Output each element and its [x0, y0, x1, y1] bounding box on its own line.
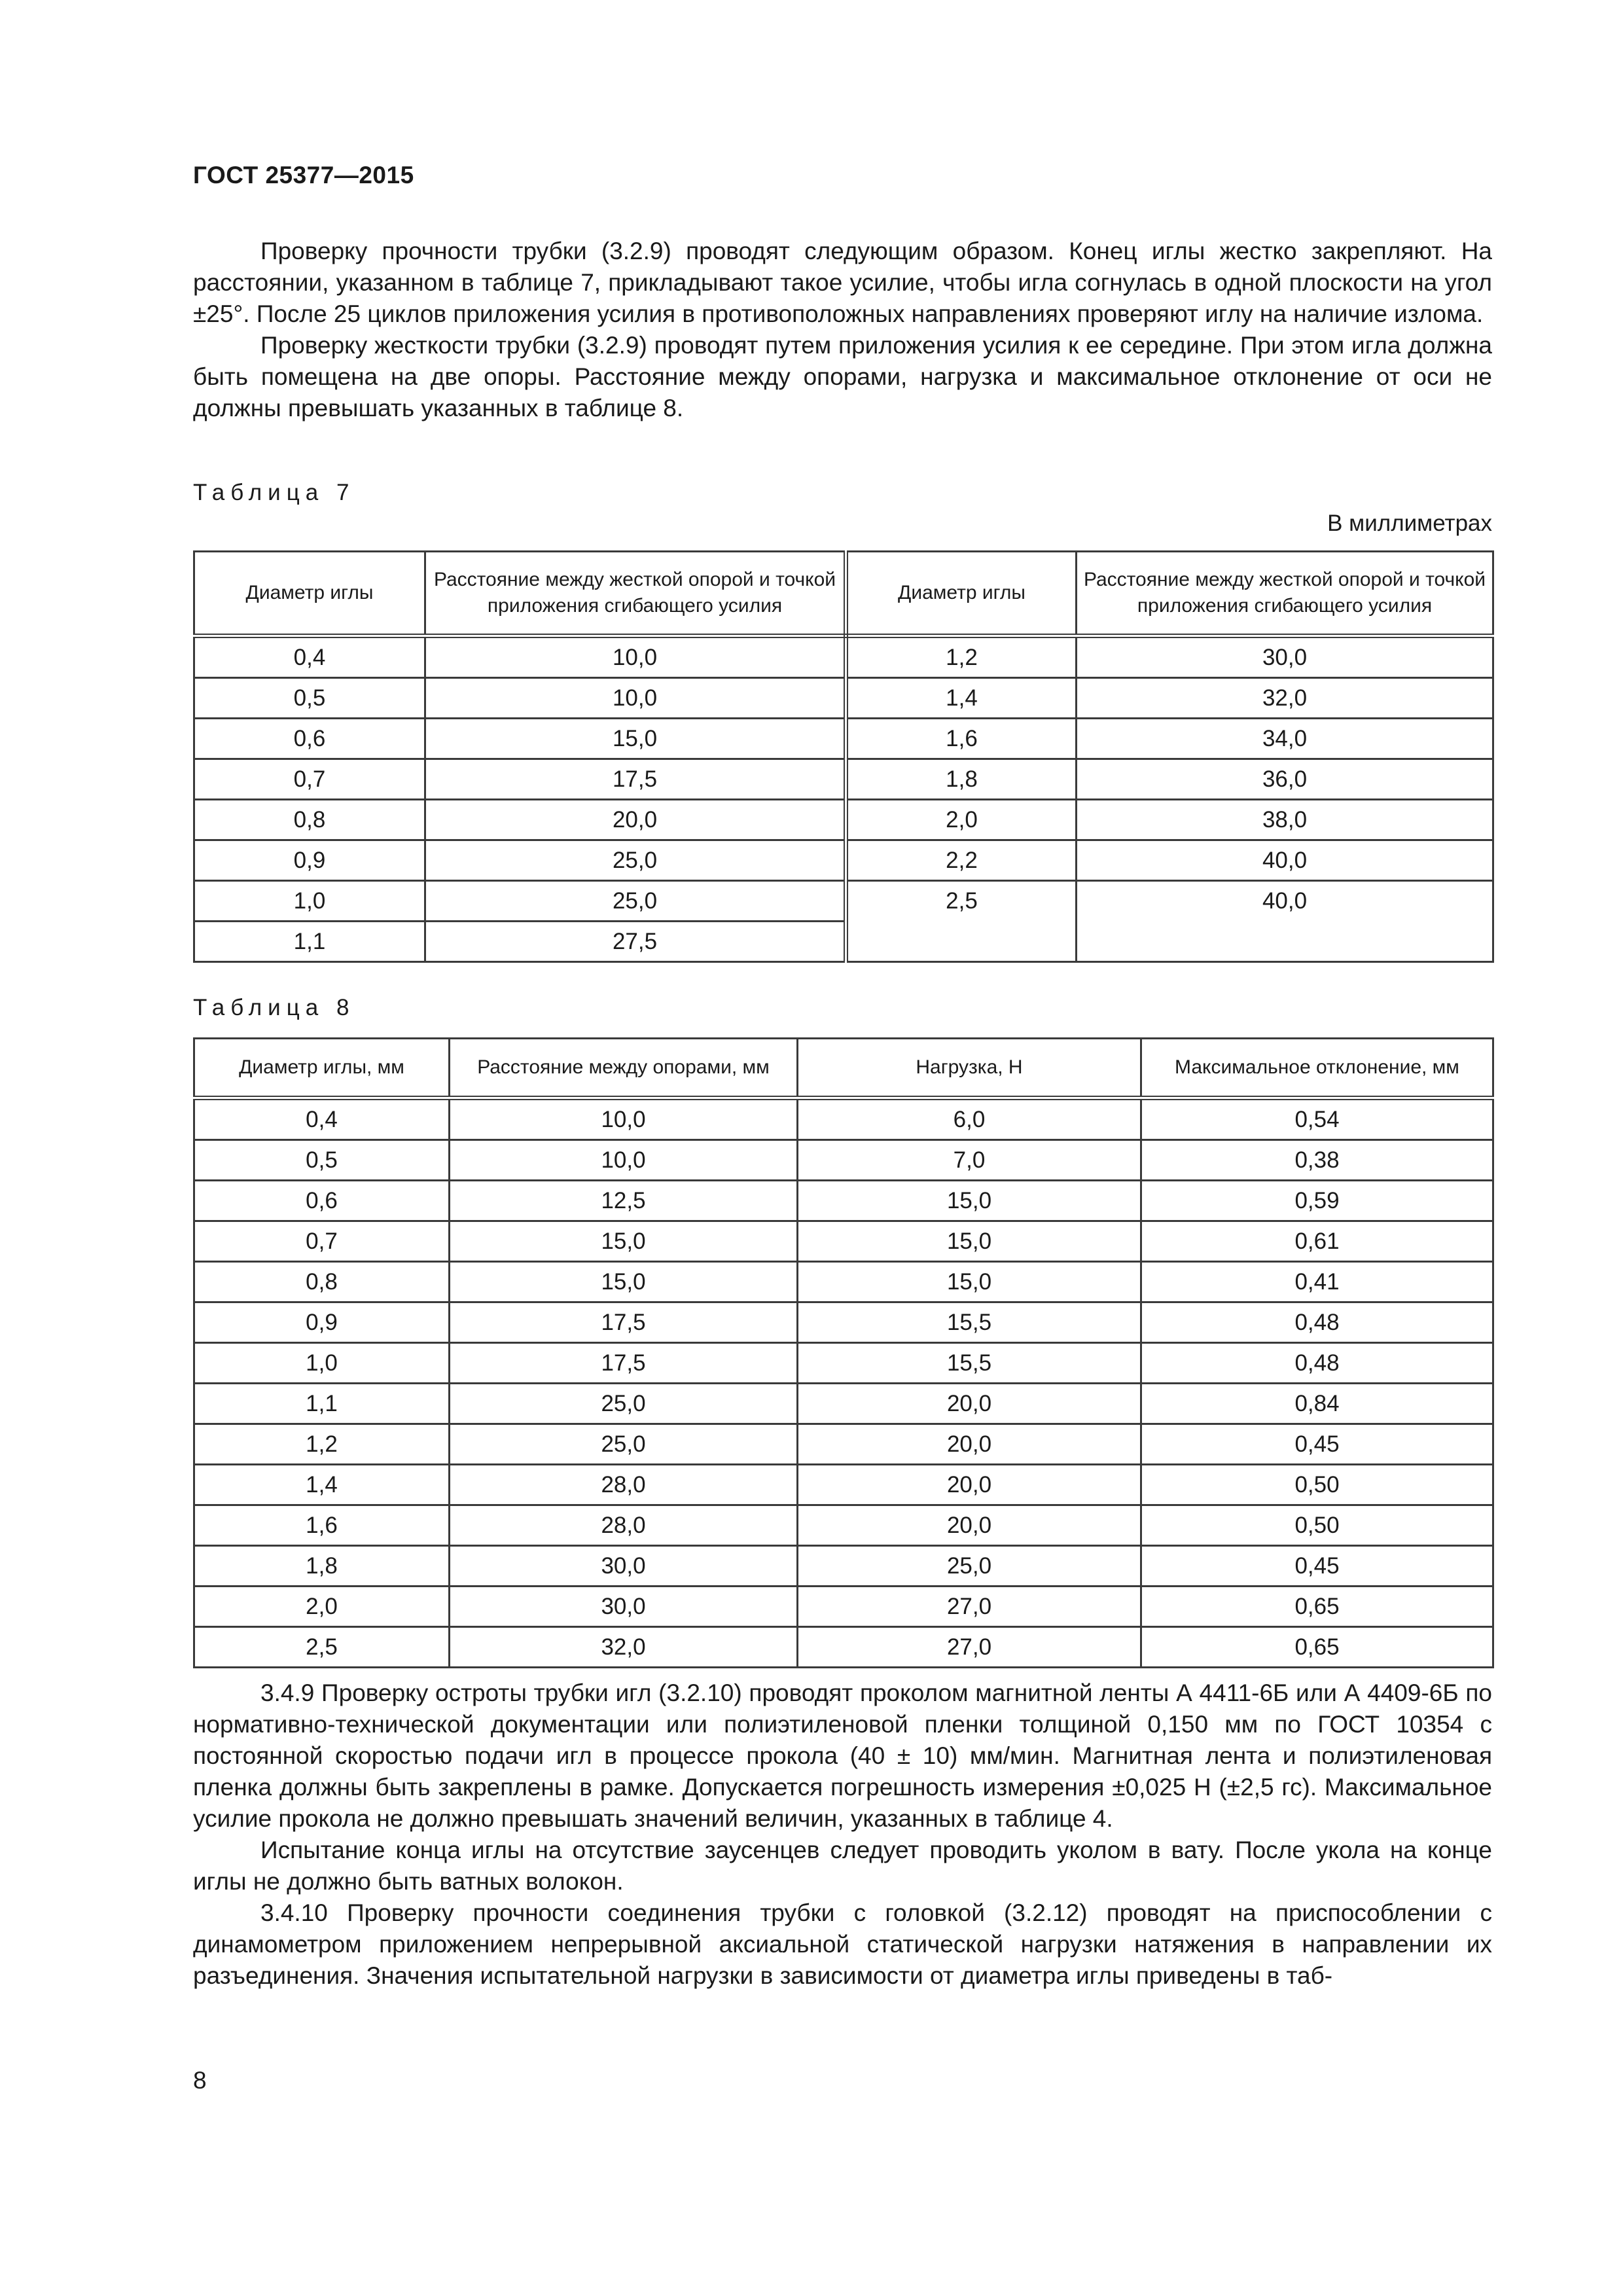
intro-paragraph-1: Проверку прочности трубки (3.2.9) проводят следующим образом. Конец иглы жестко закрепляют. На расстоянии, указанном в таблице 7, прикладывают такое усилие, чтобы игла согнулась в одной плоскости на угол ±25°. После 25 циклов приложения усилия в противоположных направлениях проверяют иглу на наличие излома.	[193, 238, 1492, 327]
cell: 27,5	[425, 922, 846, 962]
cell: 0,4	[194, 1098, 450, 1140]
table8	[193, 1037, 1494, 1668]
cell: 15,0	[425, 719, 846, 759]
cell: 20,0	[798, 1505, 1141, 1546]
cell: 10,0	[450, 1140, 798, 1181]
table7-header-diameter-2: Диаметр иглы	[846, 552, 1077, 636]
cell: 1,6	[194, 1505, 450, 1546]
cell: 1,1	[194, 1384, 450, 1424]
cell: 1,8	[846, 759, 1077, 800]
cell: 30,0	[450, 1587, 798, 1627]
cell: 2,0	[846, 800, 1077, 840]
table-row	[194, 1587, 1493, 1627]
cell: 1,4	[194, 1465, 450, 1505]
cell: 0,7	[194, 759, 425, 800]
table7	[193, 550, 1494, 963]
cell: 32,0	[450, 1627, 798, 1668]
cell: 10,0	[425, 678, 846, 719]
cell: 0,84	[1141, 1384, 1493, 1424]
cell: 15,0	[798, 1181, 1141, 1221]
cell: 0,5	[194, 678, 425, 719]
cell: 34,0	[1077, 719, 1493, 759]
cell: 0,9	[194, 1302, 450, 1343]
cell: 2,5	[194, 1627, 450, 1668]
cell: 1,1	[194, 922, 425, 962]
cell: 30,0	[1077, 636, 1493, 678]
cell: 12,5	[450, 1181, 798, 1221]
cell: 0,61	[1141, 1221, 1493, 1262]
intro-text	[193, 236, 1492, 424]
table8-header-diameter: Диаметр иглы, мм	[194, 1039, 450, 1098]
cell: 20,0	[425, 800, 846, 840]
cell: 15,0	[798, 1262, 1141, 1302]
cell: 28,0	[450, 1465, 798, 1505]
cell: 1,2	[194, 1424, 450, 1465]
cell: 36,0	[1077, 759, 1493, 800]
cell: 40,0	[1077, 840, 1493, 881]
table-row	[194, 1627, 1493, 1668]
cell: 0,65	[1141, 1627, 1493, 1668]
cell: 1,4	[846, 678, 1077, 719]
table8-caption: Таблица 8	[193, 995, 355, 1020]
table-row	[194, 1465, 1493, 1505]
cell: 28,0	[450, 1505, 798, 1546]
cell: 1,8	[194, 1546, 450, 1587]
cell: 0,5	[194, 1140, 450, 1181]
cell: 0,59	[1141, 1181, 1493, 1221]
cell: 20,0	[798, 1465, 1141, 1505]
body-paragraph-3-4-9: 3.4.9 Проверку остроты трубки игл (3.2.10) проводят проколом магнитной ленты А 4411-6Б или А 4409-6Б по нормативно-технической документации или полиэтиленовой пленки толщиной 0,150 мм по ГОСТ 10354 с постоянной скоростью подачи игл в процессе прокола (40 ± 10) мм/мин. Магнитная лента и полиэтиленовая пленка должны быть закреплены в рамке. Допускается погрешность измерения ±0,025 Н (±2,5 гс). Максимальное усилие прокола не должно превышать значений величин, указанных в таблице 4.	[193, 1679, 1492, 1832]
cell: 0,7	[194, 1221, 450, 1262]
table8-header-distance: Расстояние между опорами, мм	[450, 1039, 798, 1098]
cell: 0,50	[1141, 1465, 1493, 1505]
cell: 17,5	[425, 759, 846, 800]
document-header: ГОСТ 25377—2015	[193, 162, 414, 188]
table7-caption: Таблица 7	[193, 480, 355, 505]
cell: 7,0	[798, 1140, 1141, 1181]
cell: 0,6	[194, 719, 425, 759]
cell: 1,6	[846, 719, 1077, 759]
cell: 40,0	[1077, 881, 1493, 962]
cell: 6,0	[798, 1098, 1141, 1140]
body-paragraph-3-4-10: 3.4.10 Проверку прочности соединения трубки с головкой (3.2.12) проводят на приспособлении с динамометром приложением непрерывной аксиальной статической нагрузки натяжения в направлении их разъединения. Значения испытательной нагрузки в зависимости от диаметра иглы приведены в таб-	[193, 1899, 1492, 1989]
cell: 30,0	[450, 1546, 798, 1587]
cell: 20,0	[798, 1384, 1141, 1424]
cell: 15,0	[450, 1221, 798, 1262]
cell: 2,5	[846, 881, 1077, 962]
cell: 0,50	[1141, 1505, 1493, 1546]
table-row	[194, 1302, 1493, 1343]
cell: 25,0	[425, 881, 846, 922]
cell: 0,65	[1141, 1587, 1493, 1627]
table-row	[194, 636, 1493, 678]
cell: 10,0	[425, 636, 846, 678]
intro-paragraph-2: Проверку жесткости трубки (3.2.9) проводят путем приложения усилия к ее середине. При этом игла должна быть помещена на две опоры. Расстояние между опорами, нагрузка и максимальное отклонение от оси не должны превышать указанных в таблице 8.	[193, 332, 1492, 422]
table-row	[194, 719, 1493, 759]
cell: 25,0	[450, 1384, 798, 1424]
body-paragraph-burr-test: Испытание конца иглы на отсутствие заусенцев следует проводить уколом в вату. После укола на конце иглы не должно быть ватных волокон.	[193, 1837, 1492, 1895]
table-row	[194, 840, 1493, 881]
cell: 0,45	[1141, 1546, 1493, 1587]
table-row	[194, 1140, 1493, 1181]
table-row	[194, 1098, 1493, 1140]
table-row	[194, 1181, 1493, 1221]
cell: 0,6	[194, 1181, 450, 1221]
body-text	[193, 1677, 1492, 1992]
cell: 38,0	[1077, 800, 1493, 840]
cell: 27,0	[798, 1627, 1141, 1668]
cell: 0,54	[1141, 1098, 1493, 1140]
cell: 20,0	[798, 1424, 1141, 1465]
cell: 17,5	[450, 1302, 798, 1343]
cell: 2,2	[846, 840, 1077, 881]
table7-units: В миллиметрах	[1327, 511, 1492, 536]
table-row	[194, 1384, 1493, 1424]
table7-header-distance: Расстояние между жесткой опорой и точкой приложения сгибающего усилия	[425, 552, 846, 636]
cell: 15,5	[798, 1343, 1141, 1384]
cell: 0,38	[1141, 1140, 1493, 1181]
cell: 0,45	[1141, 1424, 1493, 1465]
cell: 1,0	[194, 881, 425, 922]
cell: 0,48	[1141, 1343, 1493, 1384]
table-row	[194, 1343, 1493, 1384]
cell: 0,8	[194, 1262, 450, 1302]
cell: 25,0	[425, 840, 846, 881]
cell: 25,0	[450, 1424, 798, 1465]
table-row	[194, 800, 1493, 840]
cell: 1,2	[846, 636, 1077, 678]
table-row	[194, 1424, 1493, 1465]
cell: 15,0	[798, 1221, 1141, 1262]
cell: 27,0	[798, 1587, 1141, 1627]
table-row	[194, 1505, 1493, 1546]
table-row	[194, 1221, 1493, 1262]
cell: 15,5	[798, 1302, 1141, 1343]
cell: 2,0	[194, 1587, 450, 1627]
table-row	[194, 678, 1493, 719]
table-row	[194, 1546, 1493, 1587]
table8-header-load: Нагрузка, Н	[798, 1039, 1141, 1098]
cell: 0,41	[1141, 1262, 1493, 1302]
cell: 17,5	[450, 1343, 798, 1384]
cell: 10,0	[450, 1098, 798, 1140]
table-row	[194, 759, 1493, 800]
table7-header-distance-2: Расстояние между жесткой опорой и точкой приложения сгибающего усилия	[1077, 552, 1493, 636]
cell: 0,48	[1141, 1302, 1493, 1343]
cell: 0,4	[194, 636, 425, 678]
cell: 0,8	[194, 800, 425, 840]
cell: 1,0	[194, 1343, 450, 1384]
table-row	[194, 881, 1493, 922]
cell: 32,0	[1077, 678, 1493, 719]
cell: 25,0	[798, 1546, 1141, 1587]
table-row	[194, 1262, 1493, 1302]
table7-header-diameter: Диаметр иглы	[194, 552, 425, 636]
cell: 15,0	[450, 1262, 798, 1302]
page-number: 8	[193, 2067, 207, 2094]
table8-header-deflection: Максимальное отклонение, мм	[1141, 1039, 1493, 1098]
cell: 0,9	[194, 840, 425, 881]
